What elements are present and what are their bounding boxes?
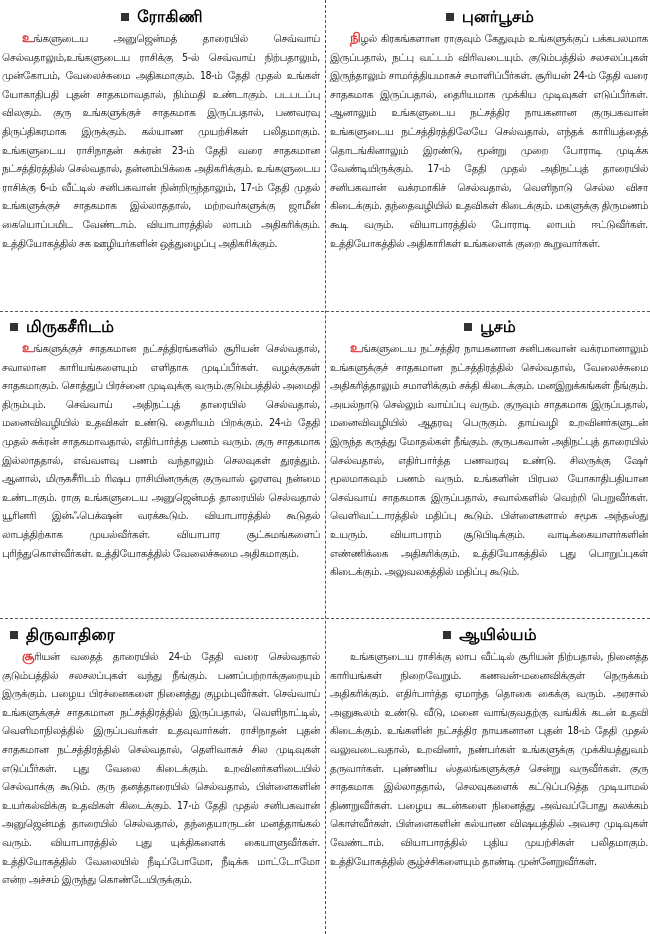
drop-letter: உ	[22, 31, 34, 46]
section-text	[330, 648, 648, 871]
drop-letter: நி	[350, 31, 361, 46]
bullet-square-icon	[10, 323, 18, 331]
section-text	[2, 340, 320, 563]
drop-letter: உ	[22, 341, 34, 356]
row-divider-2	[0, 618, 650, 619]
section-rohini	[2, 4, 320, 308]
section-mirugaseeridam	[2, 314, 320, 616]
section-text	[2, 648, 320, 890]
section-header	[330, 622, 648, 648]
section-title: மிருகசீரிடம்	[26, 316, 115, 336]
section-text	[330, 340, 648, 582]
section-header	[2, 314, 320, 340]
paragraph: ங்களுக்குச் சாதகமான நட்சத்திரங்களில் சூரியன் செல்வதால், சவாலான காரியங்களையும் எளிதாக முடிப்பீர்கள். வழக்குகள் சாதகமாகும். சொத்துப் பிரச்னை முடிவுக்கு வரும்.குடும்பத்தில் அமைதி திரும்பும். செவ்வாய் அதிநட்புத் தாரையில் செல்வதால், மனைவிவழியில் உதவிகள் உண்டு. தைரியம் பிறக்கும். 24-ம் தேதி முதல் சுக்ரன் சாதகமாவதால், எதிர்பார்த்த பணம் வரும். குரு சாதகமாக இல்லாததால், எவ்வளவு பணம் வந்தாலும் செலவுகள் துரத்தும். ஆனால், மிருகசீரிடம் ரிஷப ராசியினருக்கு குருவால் ஓரளவு நன்மை உண்டாகும். ராகு உங்களுடைய அனுஜென்மத் தாரையில் செல்வதால் யூரினரி இன்ஃபெக்‌ஷன் வரக்கூடும். வியாபாரத்தில் கூடுதல் லாபத்திற்காக முயல்வீர்கள். வியாபார சூட்சுமங்களைப் புரிந்துகொள்வீர்கள். உத்தியோகத்தில் வேலைச்சுமை அதிகமாகும்.	[2, 343, 320, 560]
drop-letter: உ	[350, 341, 362, 356]
bullet-square-icon	[10, 631, 18, 639]
paragraph: ங்களுடைய நட்சத்திர நாயகனான சனிபகவான் வக்ரமானாலும் உங்களுக்குச் சாதகமான நட்சத்திரத்தில் செல்வதால், வேலைச்சுமை அதிகரித்தாலும் சமாளிக்கும் சக்தி கிடைக்கும். மனஇறுக்கங்கள் நீங்கும். அயல்நாடு செல்லும் வாய்ப்பு வரும். குருவும் சாதகமாக இருப்பதால், மனைவிவழியில் ஆதரவு பெருகும். தாய்வழி உறவினர்களுடன் இருந்த கருத்து மோதல்கள் நீங்கும். குருபகவான் அதிநட்புத் தாரையில் செல்வதால், எதிர்பார்த்த பணவரவு உண்டு. சிலருக்கு ஷேர் மூலமாகவும் பணம் வரும். உங்களின் பிரபல யோகாதிபதியான செவ்வாய் சாதகமாக இருப்பதால், சவால்களில் வெற்றி பெறுவீர்கள். வெளிவட்டாரத்தில் மதிப்பு கூடும். பிள்ளைகளால் சமூக அந்தஸ்து உயரும். வியாபாரம் சூடுபிடிக்கும். வாடிக்கையாளர்களின் எண்ணிக்கை அதிகரிக்கும். உத்தியோகத்தில் புது பொறுப்புகள் கிடைக்கும். அலுவலகத்தில் மதிப்பு கூடும்.	[330, 343, 648, 579]
section-poosam	[330, 314, 648, 616]
section-thiruvathirai	[2, 622, 320, 932]
paragraph: உங்களுடைய ராசிக்கு லாப வீட்டில் சூரியன் நிற்பதால், நினைத்த காரியங்கள் நிறைவேறும். கணவன்-மனைவிக்குள் நெருக்கம் அதிகரிக்கும். எதிர்பார்த்த ஏமாந்த தொகை கைக்கு வரும். அரசால் அனுகூலம் உண்டு. வீடு, மனை வாங்குவதற்கு வங்கிக் கடன் உதவி கிடைக்கும். உங்களின் நட்சத்திர நாயகனான புதன் 18-ம் தேதி முதல் வலுவடைவதால், உறவினர், நண்பர்கள் உங்களுக்கு முக்கியத்துவம் தருவார்கள். புண்ணிய ஸ்தலங்களுக்குச் சென்று வருவீர்கள். குரு சாதகமாக இல்லாததால், செலவுகளைக் கட்டுப்படுத்த முடியாமல் திணறுவீர்கள். பழைய கடன்களை நினைத்து அவ்வப்போது கலக்கம் கொள்வீர்கள். பிள்ளைகளின் கல்யாண விஷயத்தில் அவசர முடிவுகள் வேண்டாம். வியாபாரத்தில் புதிய முயற்சிகள் பலிதமாகும். உத்தியோகத்தில் சூழ்ச்சிகளையும் தாண்டி முன்னேறுவீர்கள்.	[330, 651, 648, 868]
section-header	[2, 622, 320, 648]
section-title: பூசம்	[480, 316, 516, 336]
section-text	[330, 30, 648, 253]
section-punarpoosam	[330, 4, 648, 308]
paragraph: ரியன் வதைத் தாரையில் 24-ம் தேதி வரை செல்வதால் குடும்பத்தில் சலசலப்புகள் வந்து நீங்கும். பணப்பற்றாக்குறையும் இருக்கும். பழைய பிரச்னைகளை நினைத்து குழம்புவீர்கள். செவ்வாய் உங்களுக்குச் சாதகமான நட்சத்திரத்தில் இருப்பதால், வெளிநாட்டில், வெளிமாநிலத்தில் இருப்பவர்கள் உதவுவார்கள். ராசிநாதன் புதன் சாதகமான நட்சத்திரத்தில் செல்வதால், தெளிவாகச் சில முடிவுகள் எடுப்பீர்கள். புது வேலை கிடைக்கும். உறவினர்களிடையில் செல்வாக்கு கூடும். குரு தனத்தாரையில் செல்வதால், பிள்ளைகளின் உயர்கல்விக்கு உதவிகள் கிடைக்கும். 17-ம் தேதி முதல் சனிபகவான் அனுஜென்மத் தாரையில் செல்வதால், தந்தையாருடன் மனத்தாங்கல் வரும். வியாபாரத்தில் புது யுக்திகளைக் கையாளுவீர்கள். உத்தியோகத்தில் வேலையில் நீடிப்போமோ, நீடிக்க மாட்டோமோ என்ற அச்சம் இருந்து கொண்டேயிருக்கும்.	[2, 651, 320, 887]
section-title: ரோகிணி	[137, 6, 203, 26]
bullet-square-icon	[443, 631, 451, 639]
section-title: திருவாதிரை	[26, 624, 116, 644]
bullet-square-icon	[121, 13, 129, 21]
bullet-square-icon	[446, 13, 454, 21]
row-divider-1	[0, 311, 650, 312]
section-title: புனர்பூசம்	[461, 6, 535, 26]
section-header	[2, 4, 320, 30]
bullet-square-icon	[464, 323, 472, 331]
section-title: ஆயில்யம்	[459, 624, 537, 644]
section-header	[330, 4, 648, 30]
section-header	[330, 314, 648, 340]
drop-letter: சூ	[22, 649, 35, 664]
paragraph: ங்களுடைய அனுஜென்மத் தாரையில் செவ்வாய் செல்வதாலும்,உங்களுடைய ராசிக்கு 5-ல் செவ்வாய் நிற்பதாலும், முன்கோபம், வேலைச்சுமை அதிகமாகும். 18-ம் தேதி முதல் உங்கள் யோகாதிபதி புதன் சாதகமாவதால், நிம்மதி உண்டாகும். படபடப்பு விலகும். குரு உங்களுக்குச் சாதகமாக இருப்பதால், பணவரவு திருப்திகரமாக இருக்கும். கல்யாண முயற்சிகள் பலிதமாகும். உங்களுடைய ராசிநாதன் சுக்ரன் 23-ம் தேதி வரை சாதகமான நட்சத்திரத்தில் செல்வதால், தன்னம்பிக்கை அதிகரிக்கும். உங்களுடைய ராசிக்கு 6-ம் வீட்டில் சனிபகவான் நின்றிருந்தாலும், 17-ம் தேதி முதல் உங்களுக்குச் சாதகமாக இல்லாததால், மற்றவர்களுக்கு ஜாமீன் கையொப்பமிட வேண்டாம். வியாபாரத்தில் லாபம் அதிகரிக்கும். உத்தியோகத்தில் சக ஊழியர்களின் ஒத்துழைப்பு அதிகரிக்கும்.	[2, 33, 320, 250]
paragraph: ழல் கிரகங்களான ராகுவும் கேதுவும் உங்களுக்குப் பக்கபலமாக இருப்பதால், நட்பு வட்டம் விரிவடையும். குடும்பத்தில் சலசலப்புகள் இருந்தாலும் சாமர்த்தியமாகச் சமாளிப்பீர்கள். சூரியன் 24-ம் தேதி வரை சாதகமாக இருப்பதால், தைரியமாக முக்கிய முடிவுகள் எடுப்பீர்கள். ஆனாலும் உங்களுடைய நட்சத்திர நாயகனான குருபகவான் உங்களுடைய நட்சத்திரத்திலேயே செல்வதால், எந்தக் காரியத்தைத் தொடங்கினாலும் இரண்டு, மூன்று முறை போராடி முடிக்க வேண்டியிருக்கும். 17-ம் தேதி முதல் அதிநட்புத் தாரையில் சனிபகவான் வக்ரமாகிச் செல்வதால், வெளிநாடு செல்ல விசா கிடைக்கும். தந்தைவழியில் உதவிகள் கிடைக்கும். மகளுக்கு திருமணம் கூடி வரும். வியாபாரத்தில் போராடி லாபம் ஈட்டுவீர்கள். உத்தியோகத்தில் அதிகாரிகள் உங்களைக் குறை கூறுவார்கள்.	[330, 33, 648, 250]
section-text	[2, 30, 320, 253]
column-divider	[325, 0, 326, 934]
section-ayilyam	[330, 622, 648, 932]
